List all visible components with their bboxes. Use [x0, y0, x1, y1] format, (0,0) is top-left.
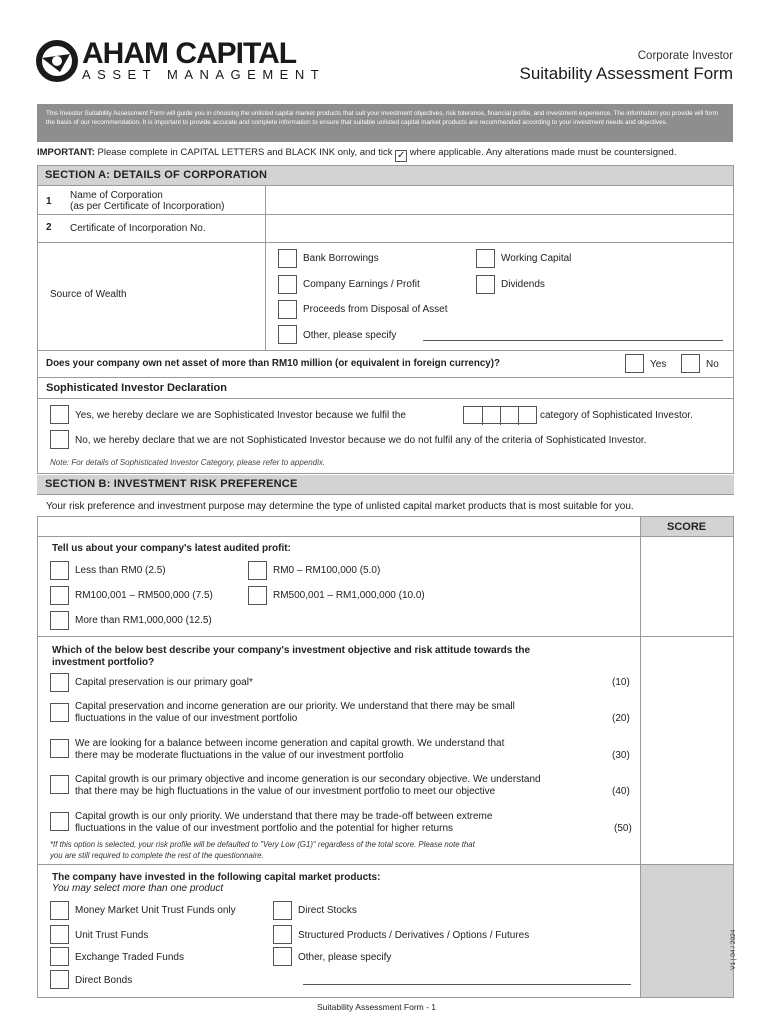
source-of-wealth-label: Source of Wealth	[50, 289, 127, 300]
product-stocks-label: Direct Stocks	[298, 905, 357, 916]
objective-3-line1: We are looking for a balance between income generation and capital growth. We understand that	[75, 738, 505, 749]
product-other-checkbox[interactable]	[273, 947, 292, 966]
other-source-label: Other, please specify	[303, 330, 397, 341]
profit-e-label: More than RM1,000,000 (12.5)	[75, 615, 212, 626]
corporation-name-field[interactable]	[266, 186, 733, 214]
objective-2-line1: Capital preservation and income generation are our priority. We understand that there may be small	[75, 701, 515, 712]
objective-1-checkbox[interactable]	[50, 673, 69, 692]
products-score-field[interactable]	[641, 865, 733, 998]
soph-yes-text: Yes, we hereby declare we are Sophisticated Investor because we fulfil the	[75, 410, 406, 421]
objective-5-score: (50)	[614, 823, 632, 834]
profit-question: Tell us about your company's latest audited profit:	[52, 543, 291, 554]
other-source-checkbox[interactable]	[278, 325, 297, 344]
product-ut-label: Unit Trust Funds	[75, 930, 149, 941]
product-ut-checkbox[interactable]	[50, 925, 69, 944]
profit-b-checkbox[interactable]	[248, 561, 267, 580]
bank-borrowings-label: Bank Borrowings	[303, 253, 379, 264]
profit-b-label: RM0 – RM100,000 (5.0)	[273, 565, 381, 576]
objective-question-line2: investment portfolio?	[52, 657, 155, 668]
objective-5-line2: fluctuations in the value of our investment portfolio and the potential for higher returns	[75, 823, 454, 834]
profit-d-checkbox[interactable]	[248, 586, 267, 605]
product-mm-label: Money Market Unit Trust Funds only	[75, 905, 236, 916]
objective-1-score: (10)	[612, 677, 630, 688]
section-b-header: SECTION B: INVESTMENT RISK PREFERENCE	[37, 475, 734, 494]
soph-title: Sophisticated Investor Declaration	[46, 382, 227, 394]
objective-1-line1: Capital preservation is our primary goal*	[75, 677, 253, 688]
row2-label: Certificate of Incorporation No.	[70, 223, 206, 234]
objective-4-line2: that there may be high fluctuations in the value of our investment portfolio to meet our objective	[75, 786, 496, 797]
row1-label-line1: Name of Corporation	[70, 190, 163, 201]
brand-sub: ASSET MANAGEMENT	[82, 67, 326, 82]
working-capital-label: Working Capital	[501, 253, 572, 264]
objective-note-line2: you are still required to complete the rest of the questionnaire.	[50, 851, 264, 860]
proceeds-checkbox[interactable]	[278, 300, 297, 319]
brand-main: AHAM CAPITAL	[82, 37, 297, 70]
investor-type: Corporate Investor	[637, 50, 733, 62]
net-asset-no-checkbox[interactable]	[681, 354, 700, 373]
version-label: V1 | 04 / 2024	[730, 929, 737, 970]
net-asset-yes-checkbox[interactable]	[625, 354, 644, 373]
dividends-checkbox[interactable]	[476, 275, 495, 294]
profit-e-checkbox[interactable]	[50, 611, 69, 630]
profit-c-checkbox[interactable]	[50, 586, 69, 605]
objective-4-line1: Capital growth is our primary objective and income generation is our secondary objective. We understand	[75, 774, 541, 785]
profit-score-field[interactable]	[641, 537, 733, 636]
objective-3-checkbox[interactable]	[50, 739, 69, 758]
objective-5-line1: Capital growth is our only priority. We understand that there may be trade-off between extreme	[75, 811, 493, 822]
objective-2-line2: fluctuations in the value of our investment portfolio	[75, 713, 298, 724]
objective-note-line1: *If this option is selected, your risk profile will be defaulted to "Very Low (G1)" regardless of the total score. Please note that	[50, 840, 475, 849]
objective-4-score: (40)	[612, 786, 630, 797]
profit-a-checkbox[interactable]	[50, 561, 69, 580]
row1-label-line2: (as per Certificate of Incorporation)	[70, 201, 225, 212]
products-question: The company have invested in the following capital market products:	[52, 872, 381, 883]
objective-question-line1: Which of the below best describe your company's investment objective and risk attitude towards the	[52, 645, 531, 656]
product-bonds-label: Direct Bonds	[75, 975, 133, 986]
row1-number: 1	[46, 196, 52, 207]
profit-a-label: Less than RM0 (2.5)	[75, 565, 166, 576]
product-other-specify-line[interactable]	[303, 984, 631, 985]
section-a-header: SECTION A: DETAILS OF CORPORATION	[37, 166, 734, 185]
net-asset-yes-label: Yes	[650, 359, 667, 370]
product-stocks-checkbox[interactable]	[273, 901, 292, 920]
score-header-label: SCORE	[667, 521, 707, 533]
page-footer: Suitability Assessment Form - 1	[317, 1002, 437, 1012]
product-mm-checkbox[interactable]	[50, 901, 69, 920]
net-asset-no-label: No	[706, 359, 719, 370]
soph-no-text: No, we hereby declare that we are not Sophisticated Investor because we do not fulfil any of the criteria of Sophisticated Investor.	[75, 435, 647, 446]
product-etf-checkbox[interactable]	[50, 947, 69, 966]
objective-score-field[interactable]	[641, 637, 733, 864]
company-earnings-label: Company Earnings / Profit	[303, 279, 420, 290]
tick-sample-icon: ✓	[396, 150, 406, 161]
profit-d-label: RM500,001 – RM1,000,000 (10.0)	[273, 590, 425, 601]
section-b-intro: Your risk preference and investment purpose may determine the type of unlisted capital market products that is most suitable for you.	[46, 501, 634, 512]
objective-5-checkbox[interactable]	[50, 812, 69, 831]
products-sub: You may select more than one product	[52, 883, 224, 894]
other-source-specify-line[interactable]	[423, 340, 723, 341]
objective-4-checkbox[interactable]	[50, 775, 69, 794]
product-structured-checkbox[interactable]	[273, 925, 292, 944]
objective-3-line2: there may be moderate fluctuations in the value of our investment portfolio	[75, 750, 404, 761]
intro-text: This Investor Suitability Assessment Form will guide you in choosing the unlisted capital market products that suit your investment objectives, risk tolerance, financial profile, and investment experience. The information you provide will form the basis of our recommendation. It is important to provide accurate and complete information to ensure that suitable unlisted capital market products are recommended according to your investment needs and objectives.	[46, 110, 718, 126]
important-note: IMPORTANT: Please complete in CAPITAL LETTERS and BLACK INK only, and tick ✓ where applicable. Any alterations made must be countersigned.	[37, 147, 677, 161]
dividends-label: Dividends	[501, 279, 545, 290]
incorporation-no-field[interactable]	[266, 215, 733, 242]
soph-category-boxes[interactable]	[463, 406, 537, 424]
soph-note: Note: For details of Sophisticated Investor Category, please refer to appendix.	[50, 458, 326, 467]
logo-icon	[36, 40, 78, 82]
objective-3-score: (30)	[612, 750, 630, 761]
soph-yes-checkbox[interactable]	[50, 405, 69, 424]
logo	[36, 40, 78, 82]
working-capital-checkbox[interactable]	[476, 249, 495, 268]
bank-borrowings-checkbox[interactable]	[278, 249, 297, 268]
company-earnings-checkbox[interactable]	[278, 275, 297, 294]
objective-2-checkbox[interactable]	[50, 703, 69, 722]
profit-c-label: RM100,001 – RM500,000 (7.5)	[75, 590, 213, 601]
soph-yes-text-after: category of Sophisticated Investor.	[540, 410, 693, 421]
product-bonds-checkbox[interactable]	[50, 970, 69, 989]
row2-number: 2	[46, 222, 52, 233]
net-asset-question: Does your company own net asset of more than RM10 million (or equivalent in foreign currency)?	[46, 358, 501, 369]
proceeds-label: Proceeds from Disposal of Asset	[303, 304, 448, 315]
product-structured-label: Structured Products / Derivatives / Options / Futures	[298, 930, 530, 941]
product-etf-label: Exchange Traded Funds	[75, 952, 184, 963]
product-other-label: Other, please specify	[298, 952, 392, 963]
form-title: Suitability Assessment Form	[519, 64, 733, 83]
soph-no-checkbox[interactable]	[50, 430, 69, 449]
objective-2-score: (20)	[612, 713, 630, 724]
